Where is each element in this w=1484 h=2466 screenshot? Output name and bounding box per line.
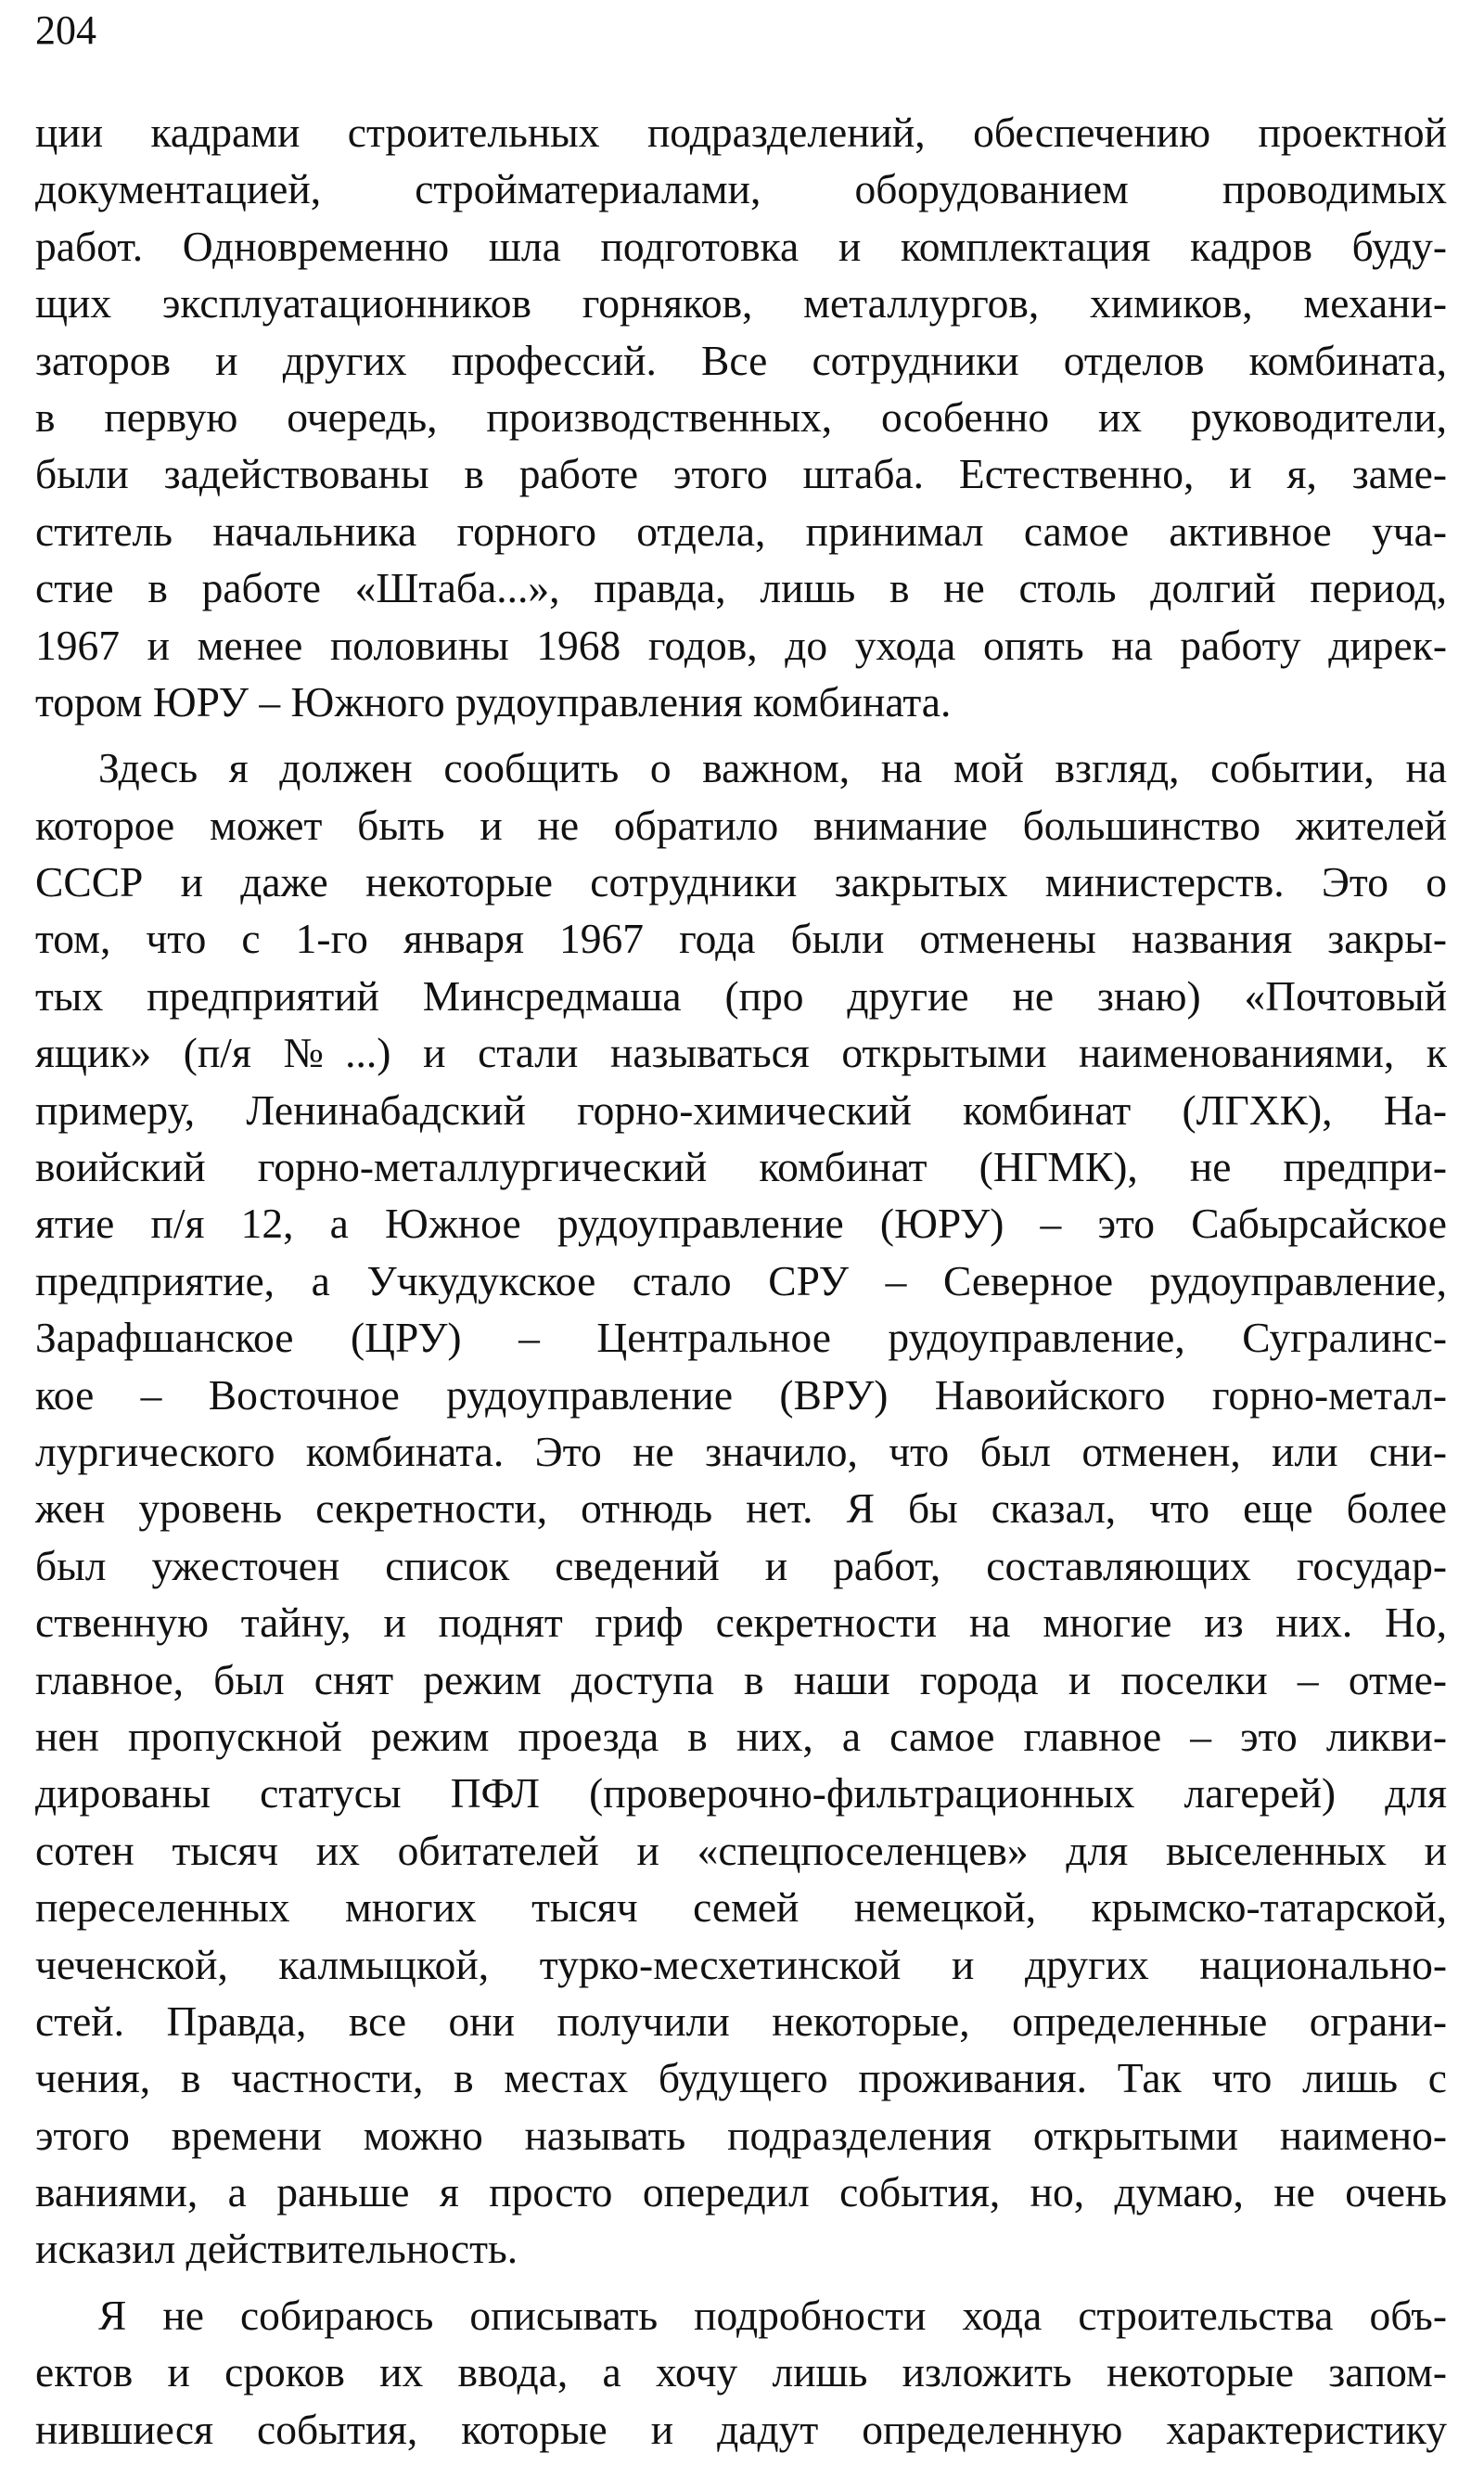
body-text xyxy=(35,104,1447,2458)
text-line: Я не собираюсь описывать подробности хода строительства объ- xyxy=(98,2291,1447,2339)
text-line: переселенных многих тысяч семей немецкой, крымско-татарской, xyxy=(35,1883,1447,1932)
text-line: примеру, Ленинабадский горно-химический комбинат (ЛГХК), На- xyxy=(35,1085,1447,1134)
text-line: был ужесточен список сведений и работ, составляющих государ- xyxy=(35,1541,1447,1589)
text-line: ваниями, а раньше я просто опередил события, но, думаю, не очень xyxy=(35,2168,1447,2216)
text-line: заторов и других профессий. Все сотрудники отделов комбината, xyxy=(35,336,1447,384)
text-line: стие в работе «Штаба...», правда, лишь в не столь долгий период, xyxy=(35,564,1447,612)
paragraph xyxy=(35,2287,1447,2458)
text-line: том, что с 1-го января 1967 года были отменены названия закры- xyxy=(35,915,1447,963)
text-line: ции кадрами строительных подразделений, обеспечению проектной xyxy=(35,109,1447,156)
text-line: щих эксплуатационников горняков, металлургов, химиков, механи- xyxy=(35,279,1447,328)
text-line: сотен тысяч их обитателей и «спецпоселенцев» для выселенных и xyxy=(35,1826,1447,1874)
paragraph xyxy=(35,104,1447,730)
text-line: стей. Правда, все они получили некоторые, определенные ограни- xyxy=(35,1997,1447,2045)
text-line: СССР и даже некоторые сотрудники закрытых министерств. Это о xyxy=(35,858,1447,906)
paragraph-gap xyxy=(35,730,1447,739)
text-line: тых предприятий Минсредмаша (про другие не знаю) «Почтовый xyxy=(35,971,1447,1020)
text-line: которое может быть и не обратило внимание большинство жителей xyxy=(35,801,1447,849)
text-line: работ. Одновременно шла подготовка и комплектация кадров буду- xyxy=(35,222,1447,270)
text-line: предприятие, а Учкудукское стало СРУ – Северное рудоуправление, xyxy=(35,1256,1447,1304)
text-line: главное, был снят режим доступа в наши города и поселки – отме- xyxy=(35,1655,1447,1703)
text-line: исказил действительность. xyxy=(35,2225,518,2273)
text-line: нившиеся события, которые и дадут определенную характеристику xyxy=(35,2405,1447,2453)
paragraph-gap xyxy=(35,2278,1447,2287)
text-line: дированы статусы ПФЛ (проверочно-фильтрационных лагерей) для xyxy=(35,1769,1447,1817)
text-line: 1967 и менее половины 1968 годов, до ухода опять на работу дирек- xyxy=(35,621,1447,669)
text-line: нен пропускной режим проезда в них, а самое главное – это ликви- xyxy=(35,1712,1447,1760)
text-line: чеченской, калмыцкой, турко-месхетинской и других национально- xyxy=(35,1940,1447,1988)
text-line: в первую очередь, производственных, особенно их руководители, xyxy=(35,392,1447,441)
text-line: Зарафшанское (ЦРУ) – Центральное рудоуправление, Сугралинс- xyxy=(35,1314,1447,1362)
text-line: этого времени можно называть подразделения открытыми наимено- xyxy=(35,2111,1447,2159)
text-line: ектов и сроков их ввода, а хочу лишь изложить некоторые запом- xyxy=(35,2348,1447,2396)
text-line: Здесь я должен сообщить о важном, на мой взгляд, событии, на xyxy=(98,744,1447,792)
text-line: жен уровень секретности, отнюдь нет. Я бы сказал, что еще более xyxy=(35,1484,1447,1533)
text-line: тором ЮРУ – Южного рудоуправления комбината. xyxy=(35,677,952,726)
text-line: были задействованы в работе этого штаба. Естественно, и я, заме- xyxy=(35,450,1447,498)
text-line: ящик» (п/я №...) и стали называться открытыми наименованиями, к xyxy=(35,1029,1447,1077)
text-line: кое – Восточное рудоуправление (ВРУ) Навоийского горно-метал- xyxy=(35,1370,1447,1419)
text-line: воийский горно-металлургический комбинат (НГМК), не предпри- xyxy=(35,1143,1447,1191)
text-line: ститель начальника горного отдела, принимал самое активное уча- xyxy=(35,507,1447,555)
text-line: документацией, стройматериалами, оборудованием проводимых xyxy=(35,165,1447,213)
paragraph xyxy=(35,739,1447,2278)
text-line: ственную тайну, и поднят гриф секретности на многие из них. Но, xyxy=(35,1599,1447,1647)
page-number: 204 xyxy=(35,7,96,53)
text-line: ятие п/я 12, а Южное рудоуправление (ЮРУ) – это Сабырсайское xyxy=(35,1200,1447,1248)
text-line: чения, в частности, в местах будущего проживания. Так что лишь с xyxy=(35,2054,1447,2102)
text-line: лургического комбината. Это не значило, что был отменен, или сни- xyxy=(35,1427,1447,1475)
